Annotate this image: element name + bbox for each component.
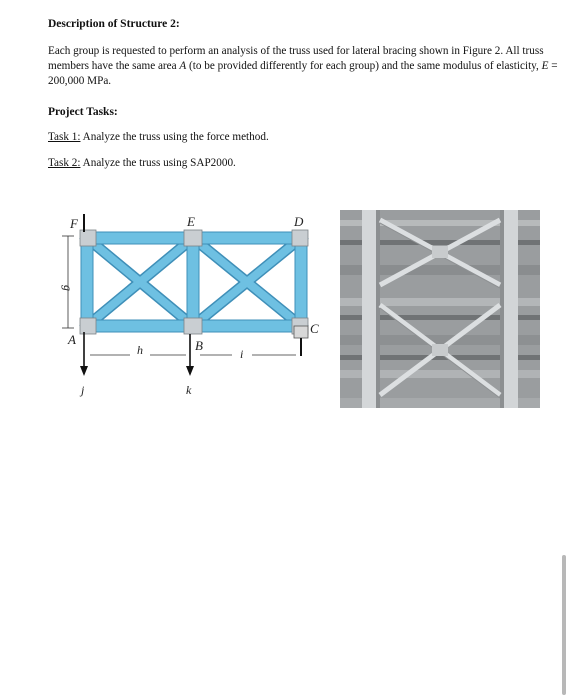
description-paragraph — [48, 44, 558, 89]
task-item-2 — [48, 157, 236, 169]
load-label-k: k — [186, 383, 192, 397]
task-1-text: Analyze the truss using the force method. — [80, 131, 269, 143]
section-heading: Description of Structure 2: — [48, 18, 180, 30]
modulus-variable: E — [541, 60, 549, 72]
task-1-label: Task 1: — [48, 131, 81, 143]
node-label-e: E — [187, 214, 195, 229]
dim-label-h: h — [137, 343, 143, 357]
scrollbar[interactable] — [562, 555, 566, 695]
area-variable: A — [179, 60, 187, 72]
node-label-c: C — [310, 321, 319, 336]
task-2-label: Task 2: — [48, 157, 81, 169]
project-tasks-heading: Project Tasks: — [48, 106, 118, 118]
dimension-i — [200, 347, 296, 361]
dim-label-i: i — [240, 347, 244, 361]
node-label-a: A — [68, 332, 76, 347]
truss-photo — [340, 210, 540, 408]
load-arrow-k — [186, 334, 194, 397]
description-part2: (to be provided differently for each group) and the same modulus of elasticity, — [186, 60, 542, 72]
truss-diagram — [0, 200, 340, 410]
load-label-j: j — [81, 383, 85, 397]
dim-label-g: g — [61, 285, 75, 291]
dimension-g — [61, 236, 75, 328]
description-part3: = 200,000 MPa. — [48, 60, 558, 87]
task-2-text: Analyze the truss using SAP2000. — [80, 157, 236, 169]
node-label-f: F — [70, 216, 78, 231]
support-c — [294, 326, 308, 356]
load-arrow-j — [79, 332, 88, 397]
node-label-d: D — [294, 214, 304, 229]
truss-members — [80, 230, 308, 334]
task-item-1 — [48, 131, 269, 143]
description-part1: Each group is requested to perform an analysis of the truss used for lateral bracing shown in Figure 2. All truss members have the same area — [48, 45, 544, 72]
dimension-h — [90, 343, 186, 357]
node-label-b: B — [195, 338, 203, 353]
